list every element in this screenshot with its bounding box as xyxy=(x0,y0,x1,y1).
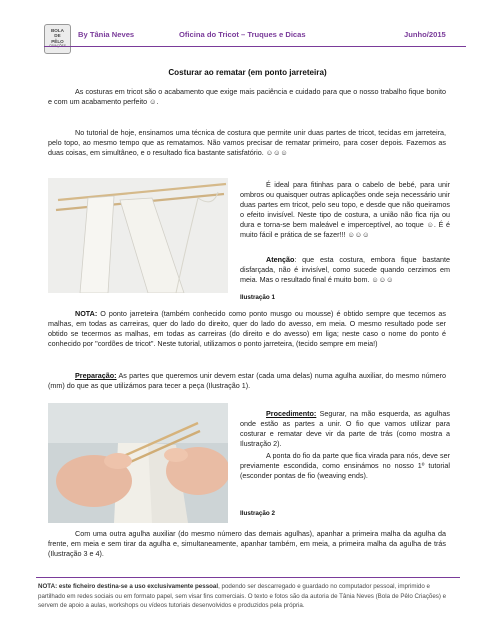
attention-paragraph xyxy=(240,255,450,285)
footer-note xyxy=(38,582,458,611)
tutorial-paragraph: No tutorial de hoje, ensinamos uma técnica de costura que permite unir duas partes de tricot, tecidas em jarreteira, pelo topo, ao mesmo tempo que as rematamos. Não vamos precisar de rematar primeiro, para coser depois. Fazemos as duas coisas, em simultâneo, e o resultado fica bastante satisfatório. ☺☺☺ xyxy=(48,128,446,157)
preparation-paragraph xyxy=(48,371,446,391)
final-paragraph: Com uma outra agulha auxiliar (do mesmo número das demais agulhas), apanhar a primeira malha da agulha da frente, em meia e sem tirar da agulha e, simultaneamente, apanhar também, em meia, a primeira malha da agulha de trás (Ilustração 3 e 4). xyxy=(48,529,446,558)
knitting-strips-image xyxy=(48,178,228,293)
caption-illustration-2: Ilustração 2 xyxy=(240,510,275,517)
ideal-paragraph: É ideal para fitinhas para o cabelo de bebé, para unir ombros ou quaisquer outras aplicações onde seja necessário unir duas partes em tricot, pelo seu topo, e desde que não queiramos o efeito invisível. Neste tipo de costura, a união não fica rija ou dura e torna-se bem maleável e imperceptível, ao toque ☺. É é muito fácil e prática de se fazer!!! ☺☺☺ xyxy=(240,180,450,239)
attention-label: Atenção xyxy=(266,255,295,264)
preparation-text: As partes que queremos unir devem estar (cada uma delas) numa agulha auxiliar, do mesmo número (mm) do que as que utilizámos para tecer a peça (Ilustração 1). xyxy=(48,371,446,390)
header-author: By Tânia Neves xyxy=(78,30,135,39)
logo-line-1: BOLA xyxy=(50,28,64,33)
page-title: Costurar ao rematar (em ponto jarreteira) xyxy=(168,68,327,77)
procedure-label: Procedimento: xyxy=(266,409,317,418)
logo xyxy=(44,24,71,54)
footer-text: , podendo ser descarregado e guardado no computador pessoal, imprimido e partilhado em redes sociais ou em formato papel, sem visar fins comerciais. O texto e fotos são da autoria de Tânia Neves (Bola de Pêlo Criações) e servem de apoio a aulas, workshops ou vídeos tutoriais desenvolvidos e produzidos pela própria. xyxy=(38,583,447,610)
logo-line-2: DE xyxy=(54,33,61,39)
illustration-2-photo xyxy=(48,403,228,523)
preparation-label: Preparação: xyxy=(75,371,117,380)
intro-paragraph: As costuras em tricot são o acabamento que exige mais paciência e cuidado para que o nosso trabalho fique bonito e com um acabamento perfeito ☺. xyxy=(48,87,446,106)
header-date: Junho/2015 xyxy=(404,30,446,39)
logo-line-3: PÊLO xyxy=(51,38,64,44)
footer-divider xyxy=(36,577,460,578)
illustration-1-photo xyxy=(48,178,228,293)
caption-illustration-1: Ilustração 1 xyxy=(240,294,275,301)
procedure-text: Segurar, na mão esquerda, as agulhas onde estão as partes a unir. O fio que vamos utilizar para costurar e rematar deve vir da parte de trás (como mostra a Ilustração 2). xyxy=(240,409,450,448)
header-subtitle: Oficina do Tricot – Truques e Dicas xyxy=(179,30,306,39)
header-divider xyxy=(44,46,466,47)
nota-text: O ponto jarreteira (também conhecido como ponto musgo ou mousse) é obtido sempre que tecemos as malhas, em todas as carreiras, quer do lado do direito, quer do lado do avesso, em meia. O mesmo resultado pode ser obtido se tecermos as malhas, em todas as carreiras (do direito e do avesso) em liga; neste caso o nome do ponto é conhecido por "cordões de tricot". Neste tutorial, utilizamos o ponto jarreteira, (tecido sempre em meia!) xyxy=(48,309,446,348)
nota-label: NOTA: xyxy=(75,309,98,318)
nota-paragraph xyxy=(48,309,446,349)
footer-label: NOTA: este ficheiro destina-se a uso exclusivamente pessoal xyxy=(38,583,219,590)
ponta-paragraph: A ponta do fio da parte que fica virada para nós, deve ser previamente escondida, como ensinámos no nosso 1º tutorial (esconder pontas de fio (weaving ends). xyxy=(240,451,450,480)
attention-text: : que esta costura, embora fique bastante disfarçada, não é invisível, como sucede quando cerzimos em meia. Mas o resultado final é muito bom. ☺☺☺ xyxy=(240,255,450,284)
procedure-paragraph xyxy=(240,409,450,449)
hands-knitting-image xyxy=(48,403,228,523)
